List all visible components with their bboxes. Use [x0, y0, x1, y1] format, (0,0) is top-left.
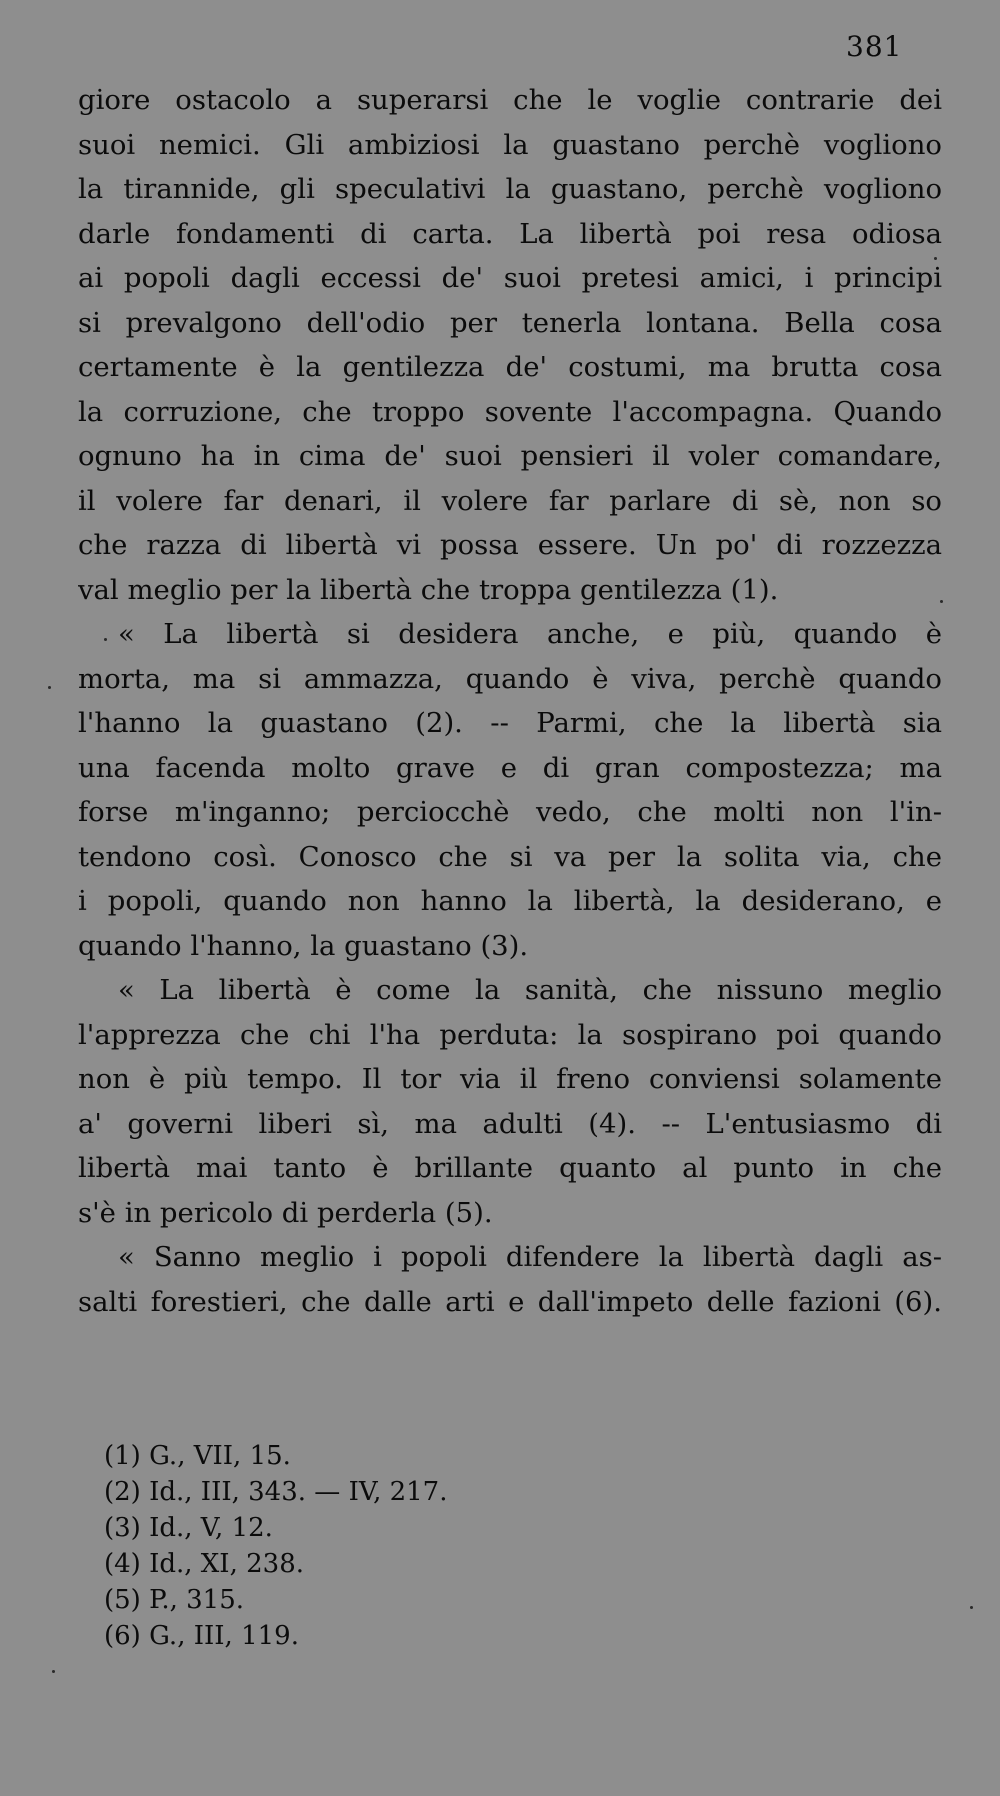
footnote: (5) P., 315.	[104, 1585, 245, 1615]
footnote: (1) G., VII, 15.	[104, 1441, 291, 1471]
text-line: una facenda molto grave e di gran compostezza; ma	[78, 751, 942, 784]
text-line: si prevalgono dell'odio per tenerla lontana. Bella cosa	[78, 306, 942, 339]
text-line: non è più tempo. Il tor via il freno conviensi solamente	[78, 1063, 942, 1095]
text-line: il volere far denari, il volere far parlare di sè, non so	[78, 484, 942, 517]
text-line: morta, ma si ammazza, quando è viva, perchè quando	[78, 662, 942, 695]
text-line: « Sanno meglio i popoli difendere la libertà dagli as-	[118, 1241, 942, 1273]
page-number: 381	[846, 30, 903, 63]
scan-speck	[970, 1606, 973, 1609]
text-line: « La libertà è come la sanità, che nissuno meglio	[118, 974, 942, 1006]
scan-speck	[48, 686, 51, 689]
text-line: quando l'hanno, la guastano (3).	[78, 929, 529, 962]
text-line: « La libertà si desidera anche, e più, quando è	[118, 618, 942, 650]
text-line: l'hanno la guastano (2). -- Parmi, che la libertà sia	[78, 707, 942, 739]
text-line: certamente è la gentilezza de' costumi, ma brutta cosa	[78, 351, 942, 383]
footnote: (2) Id., III, 343. — IV, 217.	[104, 1477, 448, 1507]
text-line: val meglio per la libertà che troppa gentilezza (1).	[78, 573, 779, 606]
text-line: s'è in pericolo di perderla (5).	[78, 1196, 493, 1229]
scan-speck	[934, 257, 937, 260]
text-line: libertà mai tanto è brillante quanto al punto in che	[78, 1152, 942, 1184]
text-line: forse m'inganno; perciocchè vedo, che molti non l'in-	[78, 796, 942, 828]
text-line: la corruzione, che troppo sovente l'accompagna. Quando	[78, 395, 942, 428]
text-line: ognuno ha in cima de' suoi pensieri il voler comandare,	[78, 440, 942, 472]
footnote: (4) Id., XI, 238.	[104, 1549, 305, 1579]
footnote: (3) Id., V, 12.	[104, 1513, 273, 1543]
text-line: la tirannide, gli speculativi la guastano, perchè vogliono	[78, 173, 942, 205]
footnotes	[104, 1438, 447, 1654]
scan-speck	[940, 600, 943, 603]
text-line: darle fondamenti di carta. La libertà poi resa odiosa	[78, 217, 942, 250]
text-line: i popoli, quando non hanno la libertà, la desiderano, e	[78, 885, 942, 917]
text-line: salti forestieri, che dalle arti e dall'impeto delle fazioni (6).	[78, 1285, 942, 1318]
text-line: a' governi liberi sì, ma adulti (4). -- L'entusiasmo di	[78, 1107, 942, 1140]
text-line: giore ostacolo a superarsi che le voglie contrarie dei	[78, 84, 942, 116]
text-line: l'apprezza che chi l'ha perduta: la sospirano poi quando	[78, 1018, 942, 1051]
text-line: ai popoli dagli eccessi de' suoi pretesi amici, i principi	[78, 262, 942, 294]
scan-speck	[104, 638, 107, 641]
text-line: che razza di libertà vi possa essere. Un po' di rozzezza	[78, 529, 942, 561]
text-line: suoi nemici. Gli ambiziosi la guastano perchè vogliono	[78, 128, 942, 161]
text-line: tendono così. Conosco che si va per la solita via, che	[78, 840, 942, 873]
footnote: (6) G., III, 119.	[104, 1621, 299, 1651]
scan-speck	[52, 1670, 55, 1673]
body-text	[78, 78, 942, 1324]
